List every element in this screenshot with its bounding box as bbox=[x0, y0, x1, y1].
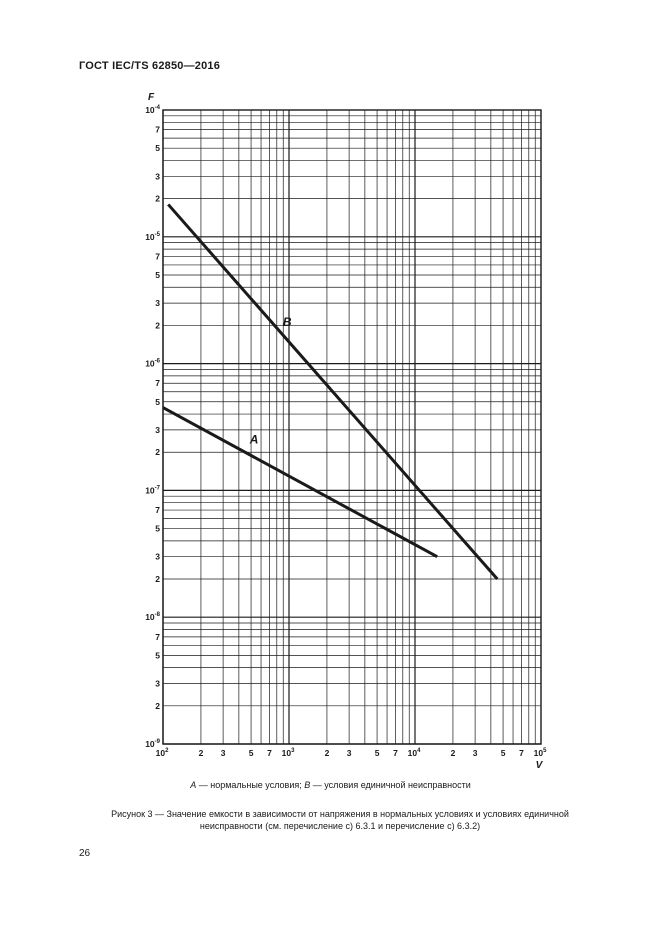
y-major-tick-label: $10^{-5}$ bbox=[145, 231, 160, 242]
y-minor-tick-label: 7 bbox=[155, 124, 160, 135]
legend-b-text: — условия единичной неисправности bbox=[310, 780, 471, 790]
caption-line-1: Рисунок 3 — Значение емкости в зависимости от напряжения в нормальных условиях и условиях единичной bbox=[111, 809, 569, 819]
x-major-tick-label: $10^2$ bbox=[155, 748, 169, 758]
y-minor-tick-label: 5 bbox=[155, 143, 160, 154]
y-minor-tick-label: 5 bbox=[155, 523, 160, 534]
y-minor-tick-label: 2 bbox=[155, 700, 160, 711]
x-minor-tick-label: 3 bbox=[346, 748, 352, 758]
series-legend bbox=[0, 780, 661, 790]
legend-b-letter: B bbox=[304, 780, 311, 790]
x-minor-tick-label: 7 bbox=[519, 748, 524, 758]
x-minor-tick-label: 2 bbox=[198, 748, 204, 758]
document-header: ГОСТ IEC/TS 62850—2016 bbox=[79, 60, 221, 72]
y-major-tick-label: $10^{-9}$ bbox=[145, 739, 160, 749]
y-major-tick-label: $10^{-4}$ bbox=[145, 105, 160, 115]
y-minor-tick-label: 3 bbox=[155, 298, 160, 309]
y-major-tick-label: $10^{-6}$ bbox=[145, 358, 160, 369]
x-minor-tick-label: 2 bbox=[324, 748, 330, 758]
y-minor-tick-label: 2 bbox=[155, 320, 160, 331]
caption-line-2: неисправности (см. перечисление с) 6.3.1 и перечисление с) 6.3.2) bbox=[199, 821, 481, 831]
x-major-tick-label: $10^3$ bbox=[281, 748, 295, 758]
y-minor-tick-label: 7 bbox=[155, 631, 160, 642]
x-axis-label: V bbox=[535, 760, 543, 771]
plot-frame bbox=[163, 110, 541, 744]
y-minor-tick-label: 2 bbox=[155, 193, 160, 204]
series-label-b: B bbox=[282, 315, 292, 330]
y-minor-tick-label: 5 bbox=[155, 269, 160, 280]
chart-grid bbox=[163, 110, 541, 744]
y-minor-tick-label: 7 bbox=[155, 251, 160, 262]
x-minor-tick-label: 5 bbox=[500, 748, 506, 758]
y-minor-tick-label: 3 bbox=[155, 678, 160, 689]
y-minor-tick-label: 5 bbox=[155, 396, 160, 407]
y-minor-tick-label: 2 bbox=[155, 574, 160, 585]
x-minor-tick-label: 3 bbox=[220, 748, 226, 758]
page-number: 26 bbox=[79, 848, 91, 859]
y-minor-tick-label: 3 bbox=[155, 171, 160, 182]
legend-a-text: — нормальные условия; bbox=[196, 780, 305, 790]
y-minor-tick-label: 3 bbox=[155, 551, 160, 562]
y-major-tick-label: $10^{-8}$ bbox=[145, 612, 160, 623]
series-label-a: A bbox=[249, 432, 259, 447]
y-minor-tick-label: 7 bbox=[155, 378, 160, 389]
x-minor-tick-label: 5 bbox=[248, 748, 254, 758]
x-minor-tick-label: 3 bbox=[472, 748, 478, 758]
y-minor-tick-label: 7 bbox=[155, 505, 160, 516]
y-minor-tick-label: 5 bbox=[155, 650, 160, 661]
x-major-tick-label: $10^4$ bbox=[407, 748, 421, 758]
x-minor-tick-label: 7 bbox=[393, 748, 398, 758]
y-minor-tick-label: 2 bbox=[155, 447, 160, 458]
x-major-tick-label: $10^5$ bbox=[533, 748, 547, 758]
legend-a-letter: A bbox=[190, 780, 197, 790]
figure-caption bbox=[70, 808, 610, 832]
y-minor-tick-label: 3 bbox=[155, 424, 160, 435]
x-minor-tick-label: 7 bbox=[267, 748, 272, 758]
x-minor-tick-label: 5 bbox=[374, 748, 380, 758]
x-minor-tick-label: 2 bbox=[450, 748, 456, 758]
y-axis-label: F bbox=[147, 92, 155, 103]
y-major-tick-label: $10^{-7}$ bbox=[145, 485, 160, 496]
